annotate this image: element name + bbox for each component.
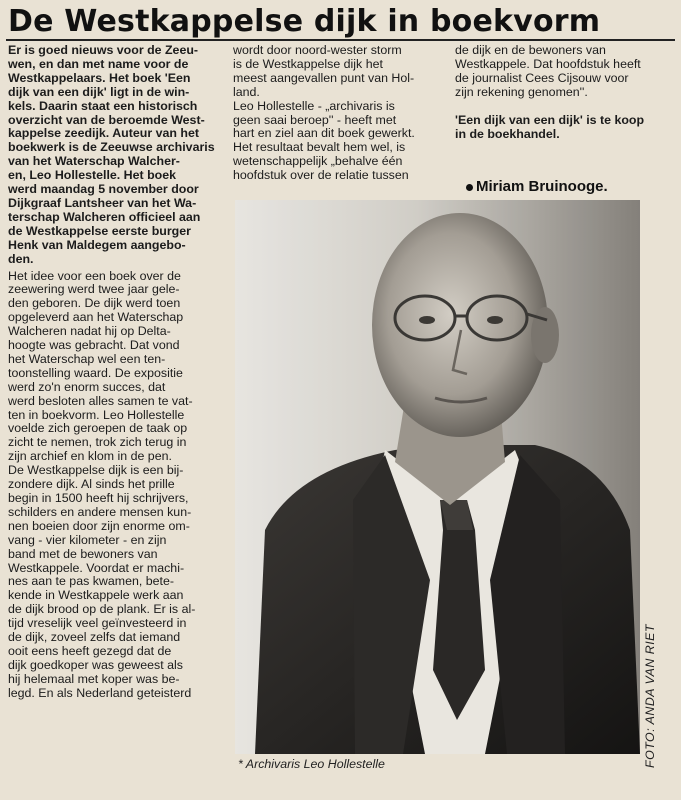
text-line: zondere dijk. Al sinds het prille <box>8 477 175 492</box>
text-line: hart en ziel aan dit boek gewerkt. <box>233 126 415 141</box>
text-line: en, Leo Hollestelle. Het boek <box>8 168 177 183</box>
text-line: opgeleverd aan het Waterschap <box>8 310 184 325</box>
text-line: hoofdstuk over de relatie tussen <box>233 168 409 183</box>
headline-rule <box>6 39 675 41</box>
text-line: wordt door noord-wester storm <box>233 43 402 57</box>
text-line: Walcheren nadat hij op Delta- <box>8 324 171 339</box>
bullet-icon <box>466 184 473 191</box>
byline <box>466 178 608 195</box>
text-line: het Waterschap wel een ten- <box>8 351 166 366</box>
text-line: Dijkgraaf Lantsheer van het Wa- <box>8 195 197 210</box>
text-line: terschap Walcheren officieel aan <box>8 209 201 224</box>
text-line: Westkappelaars. Het boek 'Een <box>8 70 191 85</box>
text-line: werd zo'n enorm succes, dat <box>8 379 166 394</box>
text-line: schilders en andere mensen kun- <box>8 504 192 519</box>
text-line: hij helemaal met koper was be- <box>8 671 180 686</box>
photo-caption: * Archivaris Leo Hollestelle <box>238 757 385 771</box>
text-line: legd. En als Nederland geteisterd <box>8 685 192 700</box>
text-line: overzicht van de beroemde West- <box>8 112 205 127</box>
text-line: Westkappele. Voordat er machi- <box>8 560 185 575</box>
text-line: tijd vreselijk veel geïnvesteerd in <box>8 616 187 631</box>
text-line: nes aan te pas kwamen, bete- <box>8 574 174 589</box>
text-line: dijk goedkoper was geweest als <box>8 657 183 672</box>
text-line: den geboren. De dijk werd toen <box>8 296 181 311</box>
text-line: vang - vier kilometer - en zijn <box>8 532 167 547</box>
text-line: in de boekhandel. <box>455 126 560 141</box>
text-line: zijn archief en klom in de pen. <box>8 449 172 464</box>
text-line: nen boeien door zijn enorme om- <box>8 518 190 533</box>
text-line: Henk van Maldegem aangebo- <box>8 237 186 252</box>
text-line: dijk van een dijk' ligt in de win- <box>8 84 190 99</box>
column-2 <box>233 44 448 183</box>
text-line: den. <box>8 251 34 266</box>
text-line: werd besloten alles samen te vat- <box>8 393 193 408</box>
text-line: de Westkappelse eerste burger <box>8 223 191 238</box>
text-line: Westkappele. Dat hoofdstuk heeft <box>455 56 641 71</box>
text-line: Er is goed nieuws voor de Zeeu- <box>8 43 199 57</box>
text-line: meest aangevallen punt van Hol- <box>233 70 415 85</box>
byline-name: Miriam Bruinooge. <box>476 178 608 195</box>
column-3 <box>455 44 670 141</box>
text-line: de dijk en de bewoners van <box>455 43 606 57</box>
text-line: wen, en dan met name voor de <box>8 56 189 71</box>
text-line: Leo Hollestelle - „archivaris is <box>233 98 395 113</box>
text-line: kende in Westkappele werk aan <box>8 588 184 603</box>
body-paragraph <box>8 270 222 701</box>
text-line: wetenschappelijk „behalve één <box>233 154 403 169</box>
text-line: de dijk, zoveel zelfs dat iemand <box>8 630 181 645</box>
text-line: Het idee voor een boek over de <box>8 268 181 283</box>
text-line: boekwerk is de Zeeuwse archivaris <box>8 140 215 155</box>
text-line: toonstelling waard. De expositie <box>8 365 183 380</box>
text-line: is de Westkappelse dijk het <box>233 56 383 71</box>
text-line: zicht te nemen, trok zich terug in <box>8 435 187 450</box>
column-1 <box>8 44 222 701</box>
photo-credit: FOTO: ANDA VAN RIET <box>643 624 657 768</box>
text-line: band met de bewoners van <box>8 546 158 561</box>
closing-note <box>455 114 670 142</box>
portrait-illustration <box>235 200 640 754</box>
text-line: De Westkappelse dijk is een bij- <box>8 463 184 478</box>
text-line: hoogte was gebracht. Dat vond <box>8 338 180 353</box>
text-line: de dijk brood op de plank. Er is al- <box>8 602 196 617</box>
text-line: Het resultaat bevalt hem wel, is <box>233 140 406 155</box>
lead-paragraph <box>8 44 222 267</box>
text-line: ten in boekvorm. Leo Hollestelle <box>8 407 185 422</box>
paragraph-gap <box>455 100 670 114</box>
text-line: 'Een dijk van een dijk' is te koop <box>455 112 645 127</box>
text-line: geen saai beroep'' - heeft met <box>233 112 397 127</box>
text-line: begin in 1500 heeft hij schrijvers, <box>8 491 189 505</box>
text-line: kappelse zeedijk. Auteur van het <box>8 126 199 141</box>
text-line: land. <box>233 84 260 99</box>
text-line: werd maandag 5 november door <box>8 182 199 197</box>
text-line: zijn rekening genomen''. <box>455 84 588 99</box>
text-line: voelde zich geroepen de taak op <box>8 421 188 436</box>
text-line: ooit eens heeft gezegd dat de <box>8 643 172 658</box>
text-line: van het Waterschap Walcher- <box>8 154 180 169</box>
text-line: de journalist Cees Cijsouw voor <box>455 70 629 85</box>
text-line: zeewering werd twee jaar gele- <box>8 282 180 297</box>
headline: De Westkappelse dijk in boekvorm <box>8 4 601 39</box>
text-line: kels. Daarin staat een historisch <box>8 98 198 113</box>
portrait-photo <box>235 200 640 754</box>
